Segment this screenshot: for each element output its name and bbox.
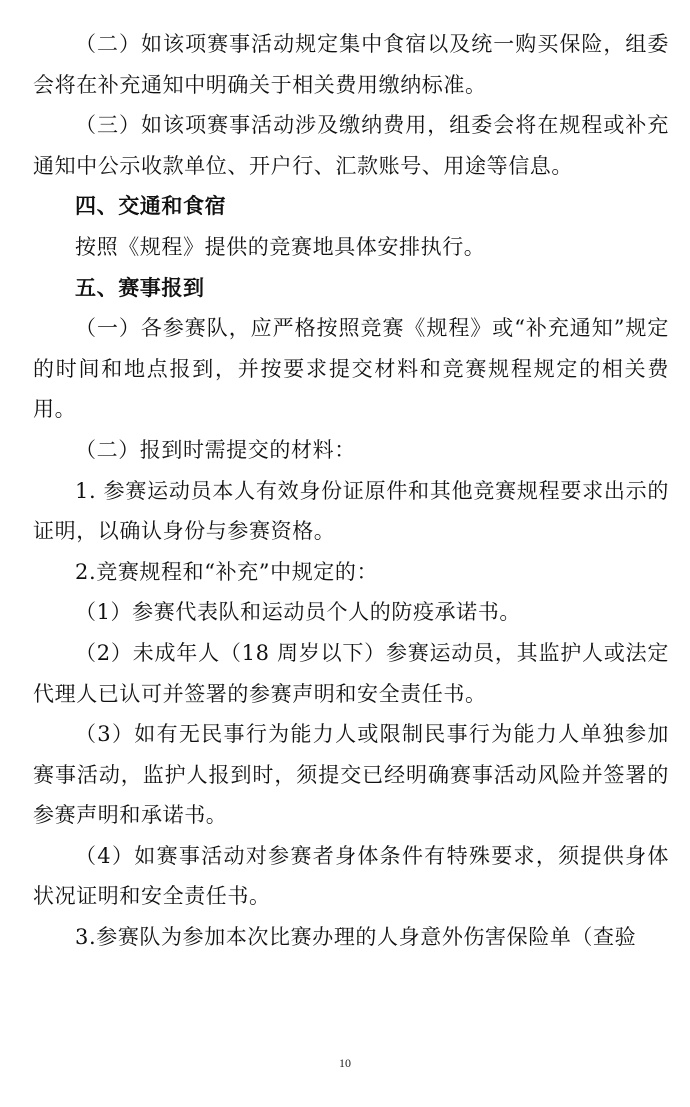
list-item-id-documents: 1. 参赛运动员本人有效身份证原件和其他竞赛规程要求出示的证明，以确认身份与参赛资格。: [33, 478, 669, 544]
heading-registration: 五、赛事报到: [75, 274, 205, 300]
paragraph-meals-insurance: （二）如该项赛事活动规定集中食宿以及统一购买保险，组委会将在补充通知中明确关于相关费用缴纳标准。: [33, 32, 669, 97]
list-item-insurance-policy: 3.参赛队为参加本次比赛办理的人身意外伤害保险单（查验: [75, 925, 637, 950]
document-body: [33, 24, 669, 958]
page-number: 10: [339, 1056, 351, 1070]
sub-item-limited-capacity: （3）如有无民事行为能力人或限制民事行为能力人单独参加赛事活动，监护人报到时，须提交已经明确赛事活动风险并签署的参赛声明和承诺书。: [33, 722, 669, 828]
sub-item-epidemic-pledge: （1）参赛代表队和运动员个人的防疫承诺书。: [75, 600, 521, 625]
list-item-regulation-documents: 2.竞赛规程和“补充”中规定的：: [75, 559, 379, 584]
paragraph-registration-time-place: （一）各参赛队，应严格按照竞赛《规程》或“补充通知”规定的时间和地点报到，并按要求提交材料和竞赛规程规定的相关费用。: [33, 316, 669, 422]
paragraph-transport-arrangement: 按照《规程》提供的竞赛地具体安排执行。: [75, 234, 486, 259]
sub-item-minor-guardian: （2）未成年人（18 周岁以下）参赛运动员，其监护人或法定代理人已认可并签署的参赛声明和安全责任书。: [33, 640, 669, 706]
paragraph-fee-info: （三）如该项赛事活动涉及缴纳费用，组委会将在规程或补充通知中公示收款单位、开户行、汇款账号、用途等信息。: [33, 113, 669, 178]
sub-item-health-certificate: （4）如赛事活动对参赛者身体条件有特殊要求，须提供身体状况证明和安全责任书。: [33, 843, 669, 909]
paragraph-required-materials: （二）报到时需提交的材料：: [75, 437, 356, 462]
heading-transport-lodging: 四、交通和食宿: [75, 193, 227, 219]
